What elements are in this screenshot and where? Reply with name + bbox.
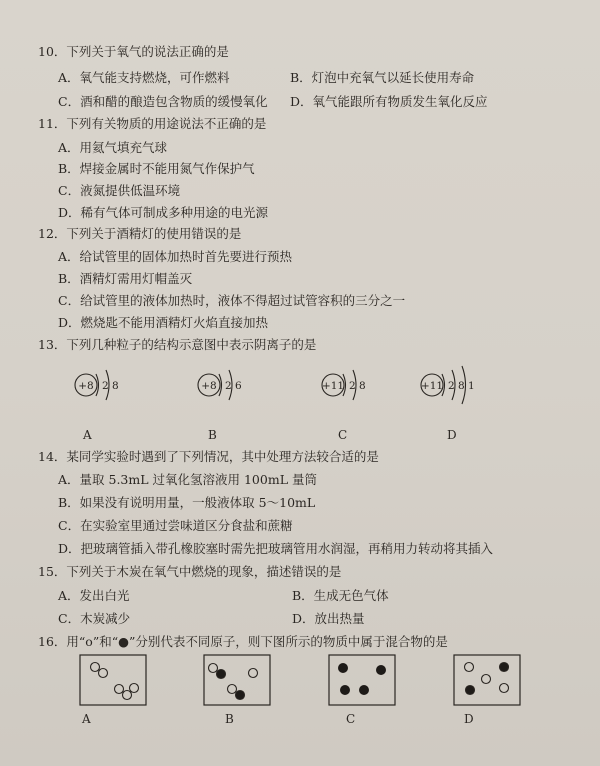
- hollow-atom: [228, 685, 237, 694]
- q15-option-d: D．放出热量: [292, 611, 365, 626]
- hollow-atom: [123, 691, 132, 700]
- q13-label-b: B: [208, 428, 217, 442]
- q13-c-nucleus: +11: [321, 380, 345, 392]
- hollow-atom: [249, 669, 258, 678]
- q13-b-nucleus: +8: [201, 380, 217, 392]
- q11-option-b: B．焊接金属时不能用氮气作保护气: [58, 161, 255, 176]
- q10-option-d: D．氧气能跟所有物质发生氧化反应: [290, 94, 488, 109]
- solid-atom: [360, 686, 369, 695]
- solid-atom: [466, 686, 475, 695]
- q16-stem: 16．用“o”和“●”分别代表不同原子，则下图所示的物质中属于混合物的是: [38, 634, 448, 649]
- q13-d-electrons: 2 8 1: [448, 380, 475, 392]
- hollow-atom: [500, 684, 509, 693]
- q13-label-a: A: [83, 428, 92, 442]
- solid-atom: [339, 664, 348, 673]
- q13-label-c: C: [338, 428, 348, 442]
- q12-option-b: B．酒精灯需用灯帽盖灭: [58, 271, 193, 286]
- q12-option-d: D．燃烧匙不能用酒精灯火焰直接加热: [58, 315, 269, 330]
- q14-option-c: C．在实验室里通过尝味道区分食盐和蔗糖: [58, 518, 293, 533]
- q10-stem: 10．下列关于氧气的说法正确的是: [38, 44, 229, 59]
- q13-c-electrons: 2 8: [349, 380, 366, 392]
- q11-option-c: C．液氮提供低温环境: [58, 183, 181, 198]
- q16-a-box: [80, 655, 146, 705]
- q13-label-d: D: [447, 428, 457, 442]
- q10-option-a: A．氧气能支持燃烧，可作燃料: [58, 70, 230, 85]
- q16-d-box: [454, 655, 520, 705]
- q15-option-b: B．生成无色气体: [292, 588, 389, 603]
- q14-stem: 14．某同学实验时遇到了下列情况，其中处理方法较合适的是: [38, 449, 379, 464]
- hollow-atom: [465, 663, 474, 672]
- q15-stem: 15．下列关于木炭在氧气中燃烧的现象，描述错误的是: [38, 564, 342, 579]
- q16-label-c: C: [346, 712, 356, 726]
- q10-option-c: C．酒和醋的酿造包含物质的缓慢氧化: [58, 94, 268, 109]
- hollow-atom: [209, 664, 218, 673]
- q14-option-b: B．如果没有说明用量，一般液体取 5～10mL: [58, 495, 316, 510]
- q16-label-b: B: [225, 712, 234, 726]
- q11-stem: 11．下列有关物质的用途说法不正确的是: [38, 116, 267, 131]
- q13-a-electrons: 2 8: [102, 380, 119, 392]
- q12-option-a: A．给试管里的固体加热时首先要进行预热: [58, 249, 293, 264]
- hollow-atom: [115, 685, 124, 694]
- hollow-atom: [99, 669, 108, 678]
- q16-c-box: [329, 655, 395, 705]
- q14-option-d: D．把玻璃管插入带孔橡胶塞时需先把玻璃管用水润湿，再稍用力转动将其插入: [58, 541, 494, 556]
- q16-label-a: A: [82, 712, 91, 726]
- q12-stem: 12．下列关于酒精灯的使用错误的是: [38, 226, 242, 241]
- solid-atom: [217, 670, 226, 679]
- solid-atom: [500, 663, 509, 672]
- q15-option-a: A．发出白光: [58, 588, 130, 603]
- solid-atom: [341, 686, 350, 695]
- solid-atom: [377, 666, 386, 675]
- solid-atom: [236, 691, 245, 700]
- q13-a-nucleus: +8: [78, 380, 94, 392]
- q13-b-electrons: 2 6: [225, 380, 242, 392]
- q12-option-c: C．给试管里的液体加热时，液体不得超过试管容积的三分之一: [58, 293, 406, 308]
- q15-option-c: C．木炭减少: [58, 611, 131, 626]
- q11-option-a: A．用氦气填充气球: [58, 140, 168, 155]
- hollow-atom: [482, 675, 491, 684]
- hollow-atom: [130, 684, 139, 693]
- q11-option-d: D．稀有气体可制成多种用途的电光源: [58, 205, 269, 220]
- q13-stem: 13．下列几种粒子的结构示意图中表示阴离子的是: [38, 337, 317, 352]
- hollow-atom: [91, 663, 100, 672]
- q14-option-a: A．量取 5.3mL 过氧化氢溶液用 100mL 量筒: [58, 472, 317, 487]
- q10-option-b: B．灯泡中充氧气以延长使用寿命: [290, 70, 475, 85]
- q16-label-d: D: [464, 712, 474, 726]
- q13-d-nucleus: +11: [420, 380, 444, 392]
